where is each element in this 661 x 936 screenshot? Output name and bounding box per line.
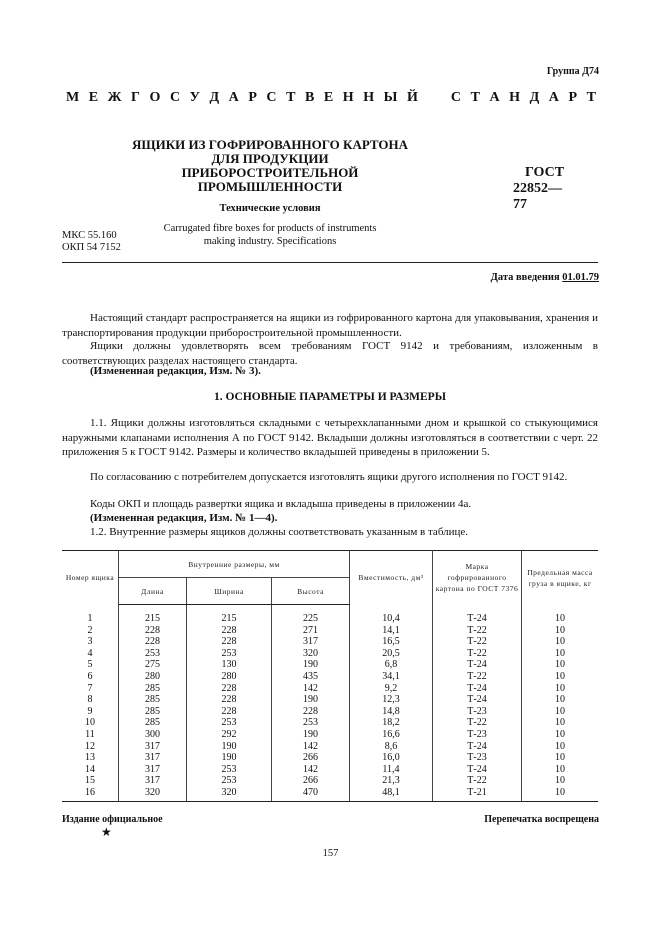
table-cell: Т-23	[433, 752, 522, 764]
heading-letter: Д	[529, 90, 540, 105]
heading-letter: С	[169, 90, 181, 105]
heading-letter: М	[66, 90, 80, 105]
heading-letter: Н	[363, 90, 375, 105]
table-cell: 10	[555, 659, 565, 671]
table-cell: 9	[62, 706, 119, 718]
table-cell: 253	[272, 717, 350, 729]
subtitle: Технические условия	[219, 203, 321, 214]
star-icon: ★	[101, 825, 112, 839]
table-cell: 10	[555, 717, 565, 729]
table-cell: 1	[62, 605, 119, 625]
heading-letter: Е	[323, 90, 334, 105]
table-row	[62, 752, 598, 764]
table-cell: 228	[186, 706, 271, 718]
date-label: Дата введения	[490, 272, 560, 283]
table-cell: 285	[119, 717, 187, 729]
heading-letter: Н	[509, 90, 521, 105]
header-capacity: Вместимость, дм³	[350, 551, 433, 605]
table-cell: 10	[555, 740, 565, 752]
header-divider	[62, 262, 598, 263]
heading-letter: Ж	[107, 90, 122, 105]
table-row	[62, 683, 598, 695]
heading-letter: А	[548, 90, 559, 105]
header-inner-dims: Внутренние размеры, мм	[119, 551, 350, 578]
heading-letter: Е	[88, 90, 99, 105]
heading-letter: Г	[131, 90, 140, 105]
header-height: Высота	[272, 578, 350, 605]
header-number: Номер ящика	[62, 551, 119, 605]
table-cell: 320	[119, 787, 187, 801]
table-cell: 8	[62, 694, 119, 706]
table-cell: 317	[119, 741, 187, 753]
table-cell: 7	[62, 683, 119, 695]
title-block	[112, 138, 428, 248]
heading-letter: В	[304, 90, 315, 105]
table-cell: 13	[62, 752, 119, 764]
box-dimensions-table	[62, 550, 598, 802]
table-cell: 3	[62, 636, 119, 648]
table-cell: 10	[555, 728, 565, 740]
table-row	[62, 741, 598, 753]
table-cell: 320	[272, 648, 350, 660]
table-cell: 300	[119, 729, 187, 741]
table-cell: 228	[186, 683, 271, 695]
table-cell: 142	[272, 764, 350, 776]
gost-number: 22852—77	[513, 181, 562, 212]
table-cell: 280	[186, 671, 271, 683]
table-cell: 18,2	[350, 717, 433, 729]
table-cell: 285	[119, 683, 187, 695]
clause-1-1-agreement: По согласованию с потребителем допускается изготовлять ящики другого исполнения по ГОСТ 9142.	[90, 471, 568, 483]
english-title-line-2: making industry. Specifications	[203, 236, 337, 247]
table-cell: 266	[272, 752, 350, 764]
section-1-title: 1. ОСНОВНЫЕ ПАРАМЕТРЫ И РАЗМЕРЫ	[213, 391, 447, 403]
table-cell: 2	[62, 625, 119, 637]
table-cell: 190	[272, 659, 350, 671]
table-cell: 292	[186, 729, 271, 741]
table-cell: 253	[119, 648, 187, 660]
table-cell: 34,1	[350, 671, 433, 683]
table-cell: 317	[272, 636, 350, 648]
table-cell: 253	[186, 764, 271, 776]
table-cell: 225	[272, 605, 350, 625]
table-cell: 435	[272, 671, 350, 683]
table-cell: 9,2	[350, 683, 433, 695]
heading-letter: Т	[286, 90, 296, 105]
table-row	[62, 717, 598, 729]
table-cell: 16	[62, 787, 119, 801]
table-cell: 48,1	[350, 787, 433, 801]
heading-letter: А	[228, 90, 239, 105]
heading-letter	[427, 90, 441, 106]
mks-code: МКС 55.160	[62, 230, 117, 241]
intro-amendment: (Измененная редакция, Изм. № 3).	[90, 365, 261, 377]
table-cell: Т-24	[433, 741, 522, 753]
table-cell: 11	[62, 729, 119, 741]
table-row	[62, 648, 598, 660]
heading-letter: У	[189, 90, 200, 105]
heading-letter: Р	[248, 90, 257, 105]
heading-letter: Н	[342, 90, 354, 105]
table-cell: 12,3	[350, 694, 433, 706]
table-cell: 190	[272, 729, 350, 741]
title-line-1: ЯЩИКИ ИЗ ГОФРИРОВАННОГО КАРТОНА	[131, 137, 409, 152]
table-cell: 215	[119, 605, 187, 625]
clause-1-1-okp: Коды ОКП и площадь развертки ящика и вкладыша приведены в приложении 4а.	[90, 498, 472, 510]
table-row	[62, 694, 598, 706]
reprint-prohibited-note: Перепечатка воспрещена	[484, 814, 599, 825]
table-cell: 470	[272, 787, 350, 801]
table-cell: 16,6	[350, 729, 433, 741]
heading-letter: С	[266, 90, 277, 105]
table-cell: Т-24	[433, 605, 522, 625]
date-value: 01.01.79	[562, 272, 599, 283]
table-row	[62, 729, 598, 741]
table-cell: 317	[119, 775, 187, 787]
heading-letter: Р	[568, 90, 578, 105]
table-cell: 228	[119, 625, 187, 637]
table-cell: 10	[555, 763, 565, 775]
table-cell: 20,5	[350, 648, 433, 660]
heading-letter: А	[489, 90, 500, 105]
heading-letter: Ы	[383, 90, 398, 105]
table-row	[62, 625, 598, 637]
gost-number-block	[513, 165, 573, 213]
table-cell: 190	[186, 741, 271, 753]
table-cell: 253	[186, 648, 271, 660]
heading-letter: Т	[586, 90, 596, 105]
header-width: Ширина	[186, 578, 271, 605]
table-cell: Т-24	[433, 764, 522, 776]
table-cell: 10	[522, 787, 599, 801]
table-cell: 228	[186, 694, 271, 706]
table-cell: Т-22	[433, 775, 522, 787]
table-row	[62, 706, 598, 718]
title-line-2: ДЛЯ ПРОДУКЦИИ	[211, 151, 329, 166]
table-cell: 11,4	[350, 764, 433, 776]
heading-letter: С	[450, 90, 462, 105]
table-cell: 320	[186, 787, 271, 801]
table-cell: 14	[62, 764, 119, 776]
table-cell: 10	[555, 670, 565, 682]
table-cell: 10	[555, 752, 565, 764]
table-cell: 12	[62, 741, 119, 753]
header-grade: Марка гофрированного картона по ГОСТ 7376	[433, 551, 522, 605]
table-cell: 6	[62, 671, 119, 683]
header-max-load: Предельная масса груза в ящике, кг	[522, 551, 599, 605]
table-cell: 266	[272, 775, 350, 787]
table-cell: 317	[119, 764, 187, 776]
table-cell: 10	[555, 694, 565, 706]
table-cell: 6,8	[350, 659, 433, 671]
table-cell: 228	[119, 636, 187, 648]
table-row	[62, 787, 598, 801]
table-cell: 10	[555, 775, 565, 787]
table-cell: Т-22	[433, 671, 522, 683]
table-cell: Т-22	[433, 648, 522, 660]
table-cell: 215	[186, 605, 271, 625]
table-row	[62, 671, 598, 683]
gost-label: ГОСТ	[525, 165, 565, 180]
heading-letter: О	[149, 90, 161, 105]
table-cell: 8,6	[350, 741, 433, 753]
heading-letter: Т	[470, 90, 480, 105]
table-cell: 14,8	[350, 706, 433, 718]
table-cell: Т-22	[433, 717, 522, 729]
table-row	[62, 605, 598, 625]
table-cell: Т-21	[433, 787, 522, 801]
table-cell: Т-22	[433, 636, 522, 648]
table-cell: Т-24	[433, 659, 522, 671]
page-number: 157	[322, 848, 339, 859]
clause-amendment: (Измененная редакция, Изм. № 1—4).	[90, 512, 278, 524]
group-code: Группа Д74	[546, 66, 599, 77]
table-cell: 275	[119, 659, 187, 671]
table-cell: 14,1	[350, 625, 433, 637]
introduction-date	[491, 272, 599, 283]
table-row	[62, 775, 598, 787]
table-cell: 16,0	[350, 752, 433, 764]
table-cell: 10	[555, 624, 565, 636]
table-cell: 4	[62, 648, 119, 660]
table-cell: 317	[119, 752, 187, 764]
table-cell: 10	[555, 682, 565, 694]
table-cell: Т-24	[433, 694, 522, 706]
table-cell: 271	[272, 625, 350, 637]
intro-paragraph-2: Ящики должны удовлетворять всем требованиям ГОСТ 9142 и требованиям, изложенным в соответствующих разделах настоящего стандарта.	[62, 340, 598, 367]
classification-codes	[62, 230, 121, 254]
table-cell: 10	[62, 717, 119, 729]
table-cell: Т-24	[433, 683, 522, 695]
okp-code: ОКП 54 7152	[62, 242, 121, 253]
table-cell: 285	[119, 706, 187, 718]
table-cell: 142	[272, 683, 350, 695]
table-cell: 228	[272, 706, 350, 718]
table-cell: Т-23	[433, 729, 522, 741]
heading-letter: Д	[209, 90, 220, 105]
table-cell: 15	[62, 775, 119, 787]
table-row	[62, 636, 598, 648]
table-cell: 16,5	[350, 636, 433, 648]
english-title	[112, 222, 428, 248]
title-line-3: ПРИБОРОСТРОИТЕЛЬНОЙ ПРОМЫШЛЕННОСТИ	[181, 165, 359, 194]
table-cell: 10	[555, 636, 565, 648]
table-cell: 5	[62, 659, 119, 671]
table-row	[62, 659, 598, 671]
table-cell: 10	[555, 612, 565, 624]
table-cell: 285	[119, 694, 187, 706]
heading-letter: Й	[406, 90, 418, 105]
table-cell: Т-22	[433, 625, 522, 637]
clause-1-2: 1.2. Внутренние размеры ящиков должны соответствовать указанным в таблице.	[90, 526, 469, 538]
intro-paragraph-1: Настоящий стандарт распространяется на ящики из гофрированного картона для упаковывания, хранения и транспортирования продукции приборостроительной промышленности.	[62, 312, 598, 339]
table-cell: 190	[272, 694, 350, 706]
clause-1-1: 1.1. Ящики должны изготовляться складными с четырехклапанными дном и крышкой со стыкующимися наружными клапанами исполнения А по ГОСТ 9142. Вкладыши должны изготовляться в соответствии с черт. 22 приложения 5 к ГОСТ 9142. Размеры и количество вкладышей приведены в приложении 5.	[62, 417, 598, 458]
official-edition-note: Издание официальное	[62, 814, 163, 825]
header-length: Длина	[119, 578, 187, 605]
table-cell: 190	[186, 752, 271, 764]
table-cell: 10	[555, 705, 565, 717]
english-title-line-1: Carrugated fibre boxes for products of instruments	[163, 223, 377, 234]
table-cell: 10,4	[350, 605, 433, 625]
table-cell: 142	[272, 741, 350, 753]
table-cell: 253	[186, 775, 271, 787]
table-cell: Т-23	[433, 706, 522, 718]
table-cell: 228	[186, 625, 271, 637]
table-cell: 21,3	[350, 775, 433, 787]
table-cell: 10	[555, 647, 565, 659]
table-row	[62, 764, 598, 776]
table-cell: 253	[186, 717, 271, 729]
standard-type-heading	[66, 90, 596, 106]
table-cell: 280	[119, 671, 187, 683]
table-cell: 130	[186, 659, 271, 671]
table-cell: 228	[186, 636, 271, 648]
